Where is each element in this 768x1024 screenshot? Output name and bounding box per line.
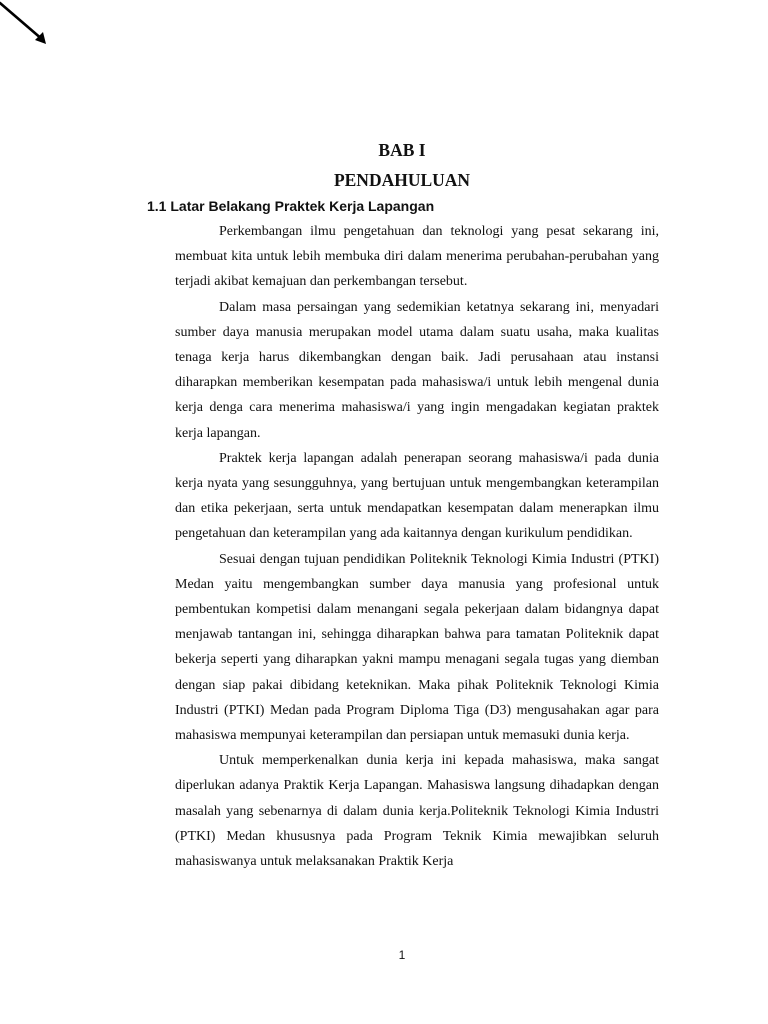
chapter-label: BAB I — [378, 140, 426, 160]
paragraph-5: Untuk memperkenalkan dunia kerja ini kepada mahasiswa, maka sangat diperlukan adanya Praktik Kerja Lapangan. Mahasiswa langsung dihadapkan dengan masalah yang sebenarnya di dalam dunia kerja.Politeknik Teknologi Kimia Industri (PTKI) Medan khususnya pada Program Teknik Kimia mewajibkan seluruh mahasiswanya untuk melaksanakan Praktik Kerja — [175, 753, 659, 870]
chapter-title: PENDAHULUAN — [333, 170, 471, 190]
page-number: 1 — [398, 948, 406, 962]
diagonal-arrow-icon — [0, 0, 52, 50]
section-heading: 1.1 Latar Belakang Praktek Kerja Lapangan — [147, 198, 435, 214]
paragraph-4: Sesuai dengan tujuan pendidikan Politeknik Teknologi Kimia Industri (PTKI) Medan yaitu mengembangkan sumber daya manusia yang profesional untuk pembentukan kompetisi dalam menangani segala pekerjaan dalam bidangnya dapat menjawab tantangan ini, sehingga diharapkan bahwa para tamatan Politeknik dapat bekerja seperti yang diharapkan yakni mampu menagani segala tugas yang diemban dengan siap pakai dibidang keteknikan. Maka pihak Politeknik Teknologi Kimia Industri (PTKI) Medan pada Program Diploma Tiga (D3) mengusahakan agar para mahasiswa mempunyai keterampilan dan persiapan untuk memasuki dunia kerja. — [175, 551, 659, 744]
paragraph-1: Perkembangan ilmu pengetahuan dan teknologi yang pesat sekarang ini, membuat kita untuk lebih membuka diri dalam menerima perubahan-perubahan yang terjadi akibat kemajuan dan perkembangan tersebut. — [175, 224, 659, 290]
body-text — [175, 219, 659, 874]
paragraph-2: Dalam masa persaingan yang sedemikian ketatnya sekarang ini, menyadari sumber daya manusia merupakan model utama dalam suatu usaha, maka kualitas tenaga kerja harus dikembangkan dengan baik. Jadi perusahaan atau instansi diharapkan memberikan kesempatan pada mahasiswa/i untuk lebih mengenal dunia kerja denga cara menerima mahasiswa/i yang ingin mengadakan kegiatan praktek kerja lapangan. — [175, 299, 659, 441]
paragraph-3: Praktek kerja lapangan adalah penerapan seorang mahasiswa/i pada dunia kerja nyata yang sesungguhnya, yang bertujuan untuk mengembangkan keterampilan dan etika pekerjaan, serta untuk mendapatkan kesempatan dalam menerapkan ilmu pengetahuan dan keterampilan yang ada kaitannya dengan kurikulum pendidikan. — [175, 450, 659, 542]
